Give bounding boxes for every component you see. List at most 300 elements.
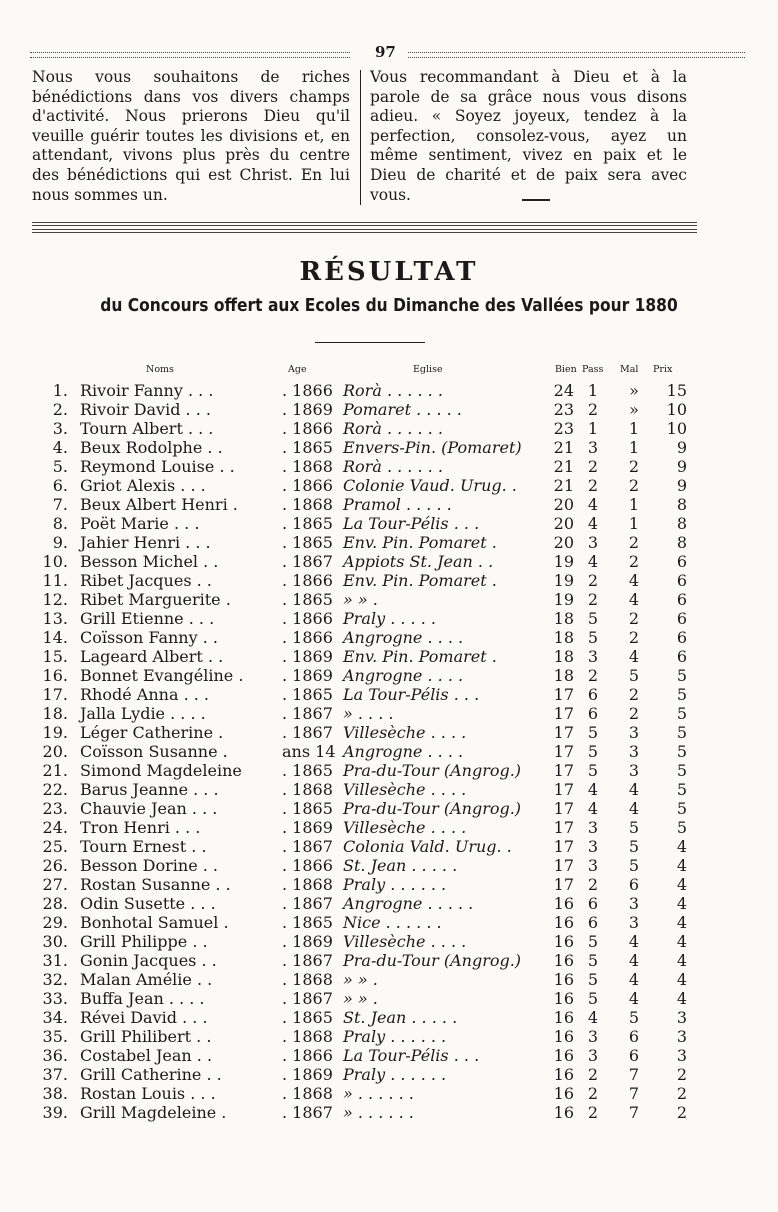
cell-mal: 2 (628, 628, 640, 647)
cell-prix: 4 (676, 932, 687, 951)
cell-church: Praly . . . . . . (343, 1065, 447, 1084)
cell-mal: 2 (628, 476, 640, 495)
cell-prix: 2 (676, 1103, 687, 1122)
cell-num: 24. (42, 818, 68, 837)
cell-prix: 5 (676, 761, 687, 780)
cell-pass: 3 (587, 1046, 599, 1065)
cell-year: . 1867 (282, 723, 333, 742)
table-row (0, 894, 778, 913)
cell-church: St. Jean . . . . . (343, 856, 458, 875)
cell-name: Grill Magdeleine . (80, 1103, 227, 1122)
cell-mal: 4 (628, 780, 640, 799)
cell-year: . 1868 (282, 780, 333, 799)
cell-church: » » . (343, 970, 378, 989)
cell-pass: 2 (587, 571, 599, 590)
cell-year: . 1866 (282, 381, 333, 400)
closing-rule (522, 199, 550, 201)
header-prix: Prix (653, 364, 673, 375)
cell-num: 3. (52, 419, 68, 438)
cell-bien: 21 (553, 457, 574, 476)
cell-year: . 1866 (282, 856, 333, 875)
cell-pass: 4 (587, 514, 599, 533)
cell-bien: 16 (553, 951, 574, 970)
cell-pass: 6 (587, 685, 599, 704)
cell-mal: » (629, 381, 639, 400)
cell-prix: 4 (676, 989, 687, 1008)
cell-prix: 2 (676, 1084, 687, 1103)
cell-pass: 3 (587, 856, 599, 875)
table-row (0, 723, 778, 742)
table-row (0, 400, 778, 419)
cell-year: . 1867 (282, 1103, 333, 1122)
cell-num: 9. (52, 533, 68, 552)
cell-name: Lageard Albert . . (80, 647, 224, 666)
cell-pass: 3 (587, 1027, 599, 1046)
cell-church: La Tour-Pélis . . . (343, 514, 480, 533)
cell-year: . 1869 (282, 1065, 333, 1084)
cell-name: Beux Albert Henri . (80, 495, 238, 514)
cell-mal: 4 (628, 647, 640, 666)
cell-bien: 23 (553, 419, 574, 438)
table-row (0, 799, 778, 818)
table-row (0, 438, 778, 457)
cell-bien: 17 (553, 761, 574, 780)
cell-name: Besson Dorine . . (80, 856, 219, 875)
cell-name: Malan Amélie . . (80, 970, 213, 989)
cell-prix: 4 (676, 913, 687, 932)
cell-year: . 1865 (282, 514, 333, 533)
cell-prix: 4 (676, 970, 687, 989)
cell-num: 39. (42, 1103, 68, 1122)
cell-prix: 3 (676, 1046, 687, 1065)
table-row (0, 590, 778, 609)
cell-num: 20. (42, 742, 68, 761)
cell-name: Rostan Louis . . . (80, 1084, 216, 1103)
cell-bien: 16 (553, 1065, 574, 1084)
cell-num: 18. (42, 704, 68, 723)
cell-bien: 17 (553, 685, 574, 704)
cell-year: . 1869 (282, 818, 333, 837)
table-row (0, 457, 778, 476)
cell-prix: 6 (676, 647, 687, 666)
cell-num: 4. (52, 438, 68, 457)
cell-year: . 1868 (282, 495, 333, 514)
cell-mal: 3 (628, 761, 640, 780)
cell-bien: 18 (553, 609, 574, 628)
table-row (0, 647, 778, 666)
cell-prix: 6 (676, 590, 687, 609)
table-row (0, 381, 778, 400)
cell-church: » . . . . . . (343, 1103, 414, 1122)
cell-bien: 16 (553, 932, 574, 951)
cell-pass: 4 (587, 799, 599, 818)
cell-num: 23. (42, 799, 68, 818)
cell-mal: 2 (628, 457, 640, 476)
cell-bien: 20 (553, 533, 574, 552)
cell-year: . 1867 (282, 894, 333, 913)
cell-name: Tourn Ernest . . (80, 837, 207, 856)
table-row (0, 704, 778, 723)
cell-church: Envers-Pin. (Pomaret) (343, 438, 522, 457)
cell-prix: 8 (676, 533, 687, 552)
cell-pass: 3 (587, 533, 599, 552)
cell-pass: 4 (587, 780, 599, 799)
cell-pass: 3 (587, 837, 599, 856)
cell-mal: 4 (628, 932, 640, 951)
cell-num: 8. (52, 514, 68, 533)
cell-bien: 16 (553, 970, 574, 989)
cell-num: 32. (42, 970, 68, 989)
cell-prix: 5 (676, 666, 687, 685)
cell-year: . 1865 (282, 913, 333, 932)
cell-mal: 5 (628, 856, 640, 875)
cell-bien: 21 (553, 438, 574, 457)
cell-bien: 17 (553, 856, 574, 875)
cell-year: . 1868 (282, 1027, 333, 1046)
cell-mal: 5 (628, 837, 640, 856)
cell-pass: 5 (587, 628, 599, 647)
results-title: RÉSULTAT (299, 257, 479, 287)
cell-church: Colonia Vald. Urug. . (343, 837, 512, 856)
table-row (0, 780, 778, 799)
cell-church: Pramol . . . . . (343, 495, 452, 514)
cell-year: . 1866 (282, 476, 333, 495)
cell-mal: 7 (628, 1084, 640, 1103)
cell-mal: 1 (628, 495, 640, 514)
cell-pass: 6 (587, 913, 599, 932)
cell-bien: 16 (553, 894, 574, 913)
cell-bien: 17 (553, 742, 574, 761)
page-number: 97 (375, 43, 396, 61)
table-row (0, 628, 778, 647)
cell-mal: 1 (628, 438, 640, 457)
cell-name: Rivoir Fanny . . . (80, 381, 214, 400)
cell-pass: 2 (587, 666, 599, 685)
cell-name: Buffa Jean . . . . (80, 989, 205, 1008)
cell-church: Pomaret . . . . . (343, 400, 462, 419)
cell-bien: 18 (553, 628, 574, 647)
cell-prix: 4 (676, 875, 687, 894)
cell-mal: 3 (628, 894, 640, 913)
header-noms: Noms (146, 364, 174, 375)
cell-mal: 4 (628, 989, 640, 1008)
title-rule (315, 342, 425, 343)
cell-name: Grill Catherine . . (80, 1065, 222, 1084)
cell-year: . 1867 (282, 837, 333, 856)
cell-num: 22. (42, 780, 68, 799)
cell-num: 29. (42, 913, 68, 932)
cell-num: 7. (52, 495, 68, 514)
cell-name: Poët Marie . . . (80, 514, 200, 533)
cell-name: Beux Rodolphe . . (80, 438, 223, 457)
cell-mal: 7 (628, 1103, 640, 1122)
cell-bien: 18 (553, 666, 574, 685)
cell-bien: 23 (553, 400, 574, 419)
cell-church: La Tour-Pélis . . . (343, 1046, 480, 1065)
header-bien: Bien (555, 364, 577, 375)
cell-prix: 4 (676, 837, 687, 856)
cell-mal: 4 (628, 951, 640, 970)
cell-church: Appiots St. Jean . . (343, 552, 494, 571)
cell-church: Rorà . . . . . . (343, 457, 443, 476)
cell-prix: 5 (676, 685, 687, 704)
table-row (0, 970, 778, 989)
cell-prix: 5 (676, 742, 687, 761)
cell-bien: 20 (553, 514, 574, 533)
cell-pass: 2 (587, 875, 599, 894)
cell-mal: 5 (628, 1008, 640, 1027)
header-pass: Pass (582, 364, 604, 375)
cell-bien: 17 (553, 799, 574, 818)
cell-bien: 19 (553, 552, 574, 571)
cell-num: 6. (52, 476, 68, 495)
header-eglise: Eglise (413, 364, 443, 375)
cell-num: 27. (42, 875, 68, 894)
cell-prix: 8 (676, 495, 687, 514)
header-age: Age (288, 364, 307, 375)
table-row (0, 514, 778, 533)
cell-name: Simond Magdeleine (80, 761, 242, 780)
cell-name: Costabel Jean . . (80, 1046, 213, 1065)
cell-year: . 1866 (282, 419, 333, 438)
header-ornament-right (408, 52, 745, 58)
cell-num: 38. (42, 1084, 68, 1103)
cell-pass: 2 (587, 590, 599, 609)
cell-mal: » (629, 400, 639, 419)
cell-year: . 1869 (282, 400, 333, 419)
cell-num: 35. (42, 1027, 68, 1046)
cell-num: 21. (42, 761, 68, 780)
cell-num: 2. (52, 400, 68, 419)
cell-num: 5. (52, 457, 68, 476)
cell-name: Bonnet Evangéline . (80, 666, 244, 685)
cell-name: Chauvie Jean . . . (80, 799, 218, 818)
cell-year: . 1866 (282, 1046, 333, 1065)
cell-prix: 6 (676, 552, 687, 571)
cell-prix: 9 (676, 457, 687, 476)
cell-name: Bonhotal Samuel . (80, 913, 229, 932)
cell-num: 37. (42, 1065, 68, 1084)
table-row (0, 837, 778, 856)
cell-mal: 7 (628, 1065, 640, 1084)
cell-prix: 4 (676, 894, 687, 913)
cell-mal: 2 (628, 704, 640, 723)
cell-prix: 15 (666, 381, 687, 400)
cell-year: . 1865 (282, 533, 333, 552)
cell-bien: 16 (553, 989, 574, 1008)
cell-prix: 9 (676, 438, 687, 457)
results-table (0, 381, 778, 1122)
cell-pass: 6 (587, 704, 599, 723)
cell-bien: 24 (553, 381, 574, 400)
cell-year: . 1868 (282, 970, 333, 989)
cell-pass: 5 (587, 742, 599, 761)
cell-prix: 4 (676, 856, 687, 875)
cell-bien: 20 (553, 495, 574, 514)
cell-mal: 1 (628, 514, 640, 533)
page-header (30, 45, 745, 61)
cell-mal: 4 (628, 590, 640, 609)
cell-prix: 9 (676, 476, 687, 495)
cell-church: Pra-du-Tour (Angrog.) (343, 799, 522, 818)
cell-num: 11. (42, 571, 68, 590)
cell-name: Léger Catherine . (80, 723, 224, 742)
cell-mal: 6 (628, 1027, 640, 1046)
cell-mal: 1 (628, 419, 640, 438)
cell-name: Ribet Marguerite . (80, 590, 231, 609)
table-row (0, 742, 778, 761)
cell-pass: 4 (587, 552, 599, 571)
table-row (0, 875, 778, 894)
cell-bien: 16 (553, 1084, 574, 1103)
cell-year: . 1865 (282, 685, 333, 704)
cell-church: Angrogne . . . . (343, 628, 464, 647)
table-row (0, 1008, 778, 1027)
cell-bien: 17 (553, 780, 574, 799)
cell-name: Rostan Susanne . . (80, 875, 231, 894)
cell-mal: 4 (628, 970, 640, 989)
cell-prix: 3 (676, 1008, 687, 1027)
section-rule-top (32, 222, 697, 226)
cell-bien: 16 (553, 1046, 574, 1065)
cell-pass: 5 (587, 970, 599, 989)
cell-church: Env. Pin. Pomaret . (343, 571, 497, 590)
cell-year: . 1865 (282, 590, 333, 609)
cell-prix: 5 (676, 799, 687, 818)
cell-name: Grill Etienne . . . (80, 609, 215, 628)
cell-church: Villesèche . . . . (343, 932, 467, 951)
cell-year: . 1867 (282, 704, 333, 723)
cell-year: . 1866 (282, 571, 333, 590)
table-row (0, 533, 778, 552)
cell-num: 26. (42, 856, 68, 875)
cell-prix: 6 (676, 571, 687, 590)
table-row (0, 951, 778, 970)
cell-year: . 1868 (282, 457, 333, 476)
cell-pass: 2 (587, 1084, 599, 1103)
cell-bien: 19 (553, 590, 574, 609)
cell-num: 10. (42, 552, 68, 571)
cell-prix: 6 (676, 609, 687, 628)
cell-pass: 3 (587, 438, 599, 457)
table-row (0, 552, 778, 571)
cell-pass: 6 (587, 894, 599, 913)
cell-pass: 2 (587, 1103, 599, 1122)
cell-year: . 1865 (282, 799, 333, 818)
cell-prix: 5 (676, 818, 687, 837)
cell-year: ans 14 (282, 742, 336, 761)
cell-church: Praly . . . . . . (343, 1027, 447, 1046)
cell-num: 33. (42, 989, 68, 1008)
cell-name: Rhodé Anna . . . (80, 685, 209, 704)
cell-year: . 1868 (282, 875, 333, 894)
header-mal: Mal (620, 364, 639, 375)
cell-church: Nice . . . . . . (343, 913, 442, 932)
table-row (0, 666, 778, 685)
cell-bien: 21 (553, 476, 574, 495)
cell-mal: 6 (628, 875, 640, 894)
cell-num: 14. (42, 628, 68, 647)
cell-church: Rorà . . . . . . (343, 419, 443, 438)
cell-prix: 3 (676, 1027, 687, 1046)
cell-prix: 8 (676, 514, 687, 533)
cell-bien: 19 (553, 571, 574, 590)
cell-mal: 5 (628, 666, 640, 685)
cell-church: Rorà . . . . . . (343, 381, 443, 400)
table-row (0, 1103, 778, 1122)
cell-mal: 2 (628, 533, 640, 552)
cell-pass: 4 (587, 1008, 599, 1027)
cell-church: Angrogne . . . . . (343, 894, 474, 913)
cell-num: 1. (52, 381, 68, 400)
cell-num: 25. (42, 837, 68, 856)
cell-pass: 2 (587, 400, 599, 419)
cell-bien: 16 (553, 1008, 574, 1027)
cell-bien: 16 (553, 1103, 574, 1122)
cell-prix: 6 (676, 628, 687, 647)
cell-year: . 1865 (282, 1008, 333, 1027)
cell-num: 16. (42, 666, 68, 685)
cell-year: . 1869 (282, 647, 333, 666)
cell-num: 31. (42, 951, 68, 970)
cell-num: 12. (42, 590, 68, 609)
table-row (0, 419, 778, 438)
cell-church: Praly . . . . . (343, 609, 436, 628)
cell-name: Grill Philibert . . (80, 1027, 212, 1046)
table-row (0, 685, 778, 704)
cell-church: Pra-du-Tour (Angrog.) (343, 761, 522, 780)
cell-name: Reymond Louise . . (80, 457, 235, 476)
cell-mal: 3 (628, 913, 640, 932)
cell-name: Tron Henri . . . (80, 818, 201, 837)
cell-mal: 2 (628, 685, 640, 704)
cell-name: Révei David . . . (80, 1008, 208, 1027)
cell-pass: 1 (587, 419, 599, 438)
cell-church: Angrogne . . . . (343, 742, 464, 761)
cell-num: 15. (42, 647, 68, 666)
table-row (0, 761, 778, 780)
cell-prix: 5 (676, 780, 687, 799)
cell-prix: 10 (666, 400, 687, 419)
cell-mal: 5 (628, 818, 640, 837)
cell-church: Angrogne . . . . (343, 666, 464, 685)
cell-church: » . . . . . . (343, 1084, 414, 1103)
table-row (0, 609, 778, 628)
cell-church: Villesèche . . . . (343, 723, 467, 742)
cell-church: Villesèche . . . . (343, 818, 467, 837)
cell-bien: 18 (553, 647, 574, 666)
cell-pass: 5 (587, 951, 599, 970)
cell-church: Praly . . . . . . (343, 875, 447, 894)
table-row (0, 1046, 778, 1065)
cell-year: . 1867 (282, 552, 333, 571)
cell-year: . 1867 (282, 951, 333, 970)
section-rule-bottom (32, 229, 697, 233)
cell-pass: 3 (587, 818, 599, 837)
cell-mal: 4 (628, 799, 640, 818)
table-row (0, 476, 778, 495)
cell-church: St. Jean . . . . . (343, 1008, 458, 1027)
table-row (0, 989, 778, 1008)
column-divider (360, 70, 361, 205)
cell-prix: 2 (676, 1065, 687, 1084)
cell-num: 34. (42, 1008, 68, 1027)
cell-church: Env. Pin. Pomaret . (343, 647, 497, 666)
cell-year: . 1867 (282, 989, 333, 1008)
cell-church: » . . . . (343, 704, 394, 723)
cell-name: Gonin Jacques . . (80, 951, 217, 970)
table-row (0, 856, 778, 875)
